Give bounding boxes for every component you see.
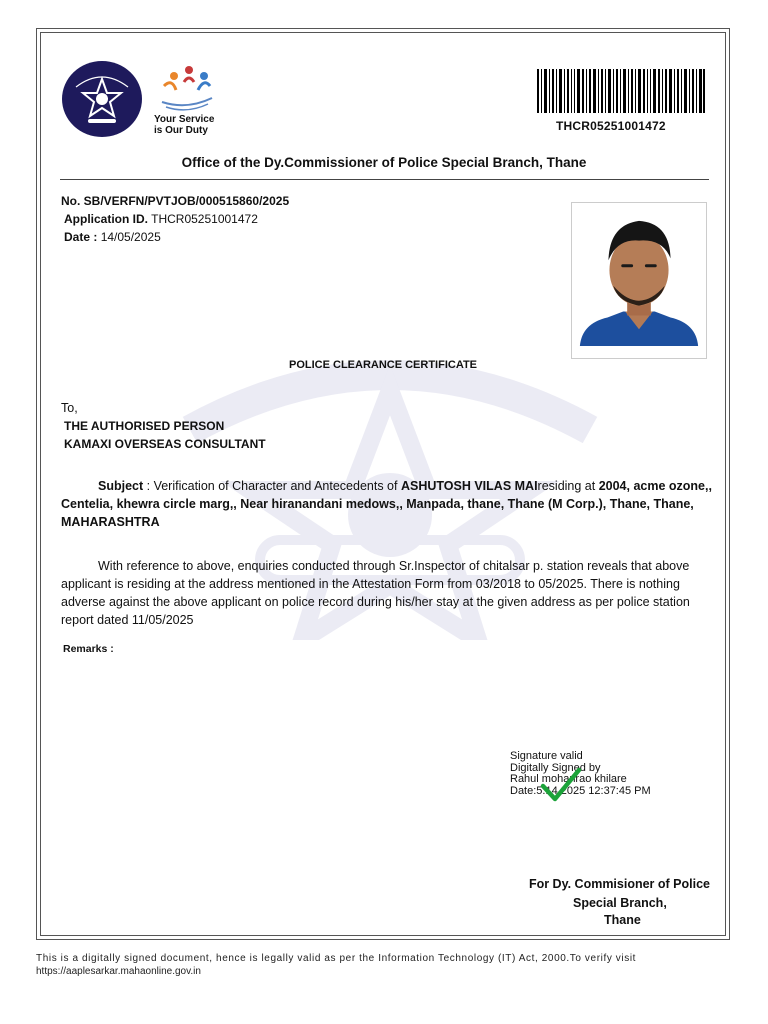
date-value: 14/05/2025 <box>100 230 161 244</box>
subject-label: Subject <box>98 479 144 493</box>
application-id-value: THCR05251001472 <box>151 212 258 226</box>
to-label: To, <box>61 401 78 415</box>
signature-valid-tick-icon <box>540 766 582 804</box>
subject-intro: : Verification of Character and Antecedents of <box>143 479 401 493</box>
logo-tagline-line1: Your Service <box>154 114 215 125</box>
body-paragraph <box>61 557 716 629</box>
logo-tagline-line2: is Our Duty <box>154 125 208 136</box>
body-text: With reference to above, enquiries conducted through Sr.Inspector of chitalsar p. station reveals that above applicant is residing at the address mentioned in the Attestation Form from 03/2018 to 05/2025. There is nothing adverse against the above applicant on police record during his/her stay at the given address as per police station report dated 11/05/2025 <box>61 559 690 627</box>
applicant-address: 2004, acme ozone,, Centelia, khewra circle marg,, Near hiranandani medows,, Manpada, thane, Thane (M Corp.), Thane, Thane, MAHARASHTRA <box>61 479 712 529</box>
barcode-number: THCR05251001472 <box>556 119 666 133</box>
application-id <box>64 212 258 226</box>
header-divider <box>60 179 709 180</box>
applicant-photo <box>571 202 707 359</box>
reference-number: No. SB/VERFN/PVTJOB/000515860/2025 <box>61 194 290 208</box>
issuer-line2: Special Branch, <box>573 896 667 910</box>
remarks-label: Remarks : <box>63 643 114 655</box>
barcode-icon <box>537 69 705 113</box>
applicant-name: ASHUTOSH VILAS MAI <box>400 479 538 493</box>
date-label: Date : <box>64 230 98 244</box>
recipient-line2: KAMAXI OVERSEAS CONSULTANT <box>64 437 266 451</box>
footer-notice-text: This is a digitally signed document, hence is legally valid as per the Information Technology (IT) Act, 2000.To verify visit <box>36 953 637 964</box>
issuer-line3: Thane <box>604 913 641 927</box>
signature-line2: Digitally Signed by <box>510 761 601 774</box>
maharashtra-police-emblem-icon <box>62 61 142 137</box>
subject-residing: residing at <box>537 479 599 493</box>
issuer-line1: For Dy. Commisioner of Police <box>528 877 710 891</box>
footer-notice <box>36 952 741 978</box>
subject-paragraph <box>61 477 716 531</box>
application-id-label: Application ID. <box>64 212 148 226</box>
issue-date <box>64 230 161 244</box>
recipient-line1: THE AUTHORISED PERSON <box>64 419 225 433</box>
logo-tagline <box>154 114 214 136</box>
office-title: Office of the Dy.Commissioner of Police Special Branch, Thane <box>181 155 587 170</box>
verify-url-link[interactable]: https://aaplesarkar.mahaonline.gov.in <box>36 966 201 977</box>
signature-line3: Rahul mohanrao khilare <box>510 773 627 785</box>
certificate-title: POLICE CLEARANCE CERTIFICATE <box>289 359 478 371</box>
signature-line4: Date:5.14.2025 12:37:45 PM <box>510 784 651 797</box>
signature-line1: Signature valid <box>510 750 583 762</box>
